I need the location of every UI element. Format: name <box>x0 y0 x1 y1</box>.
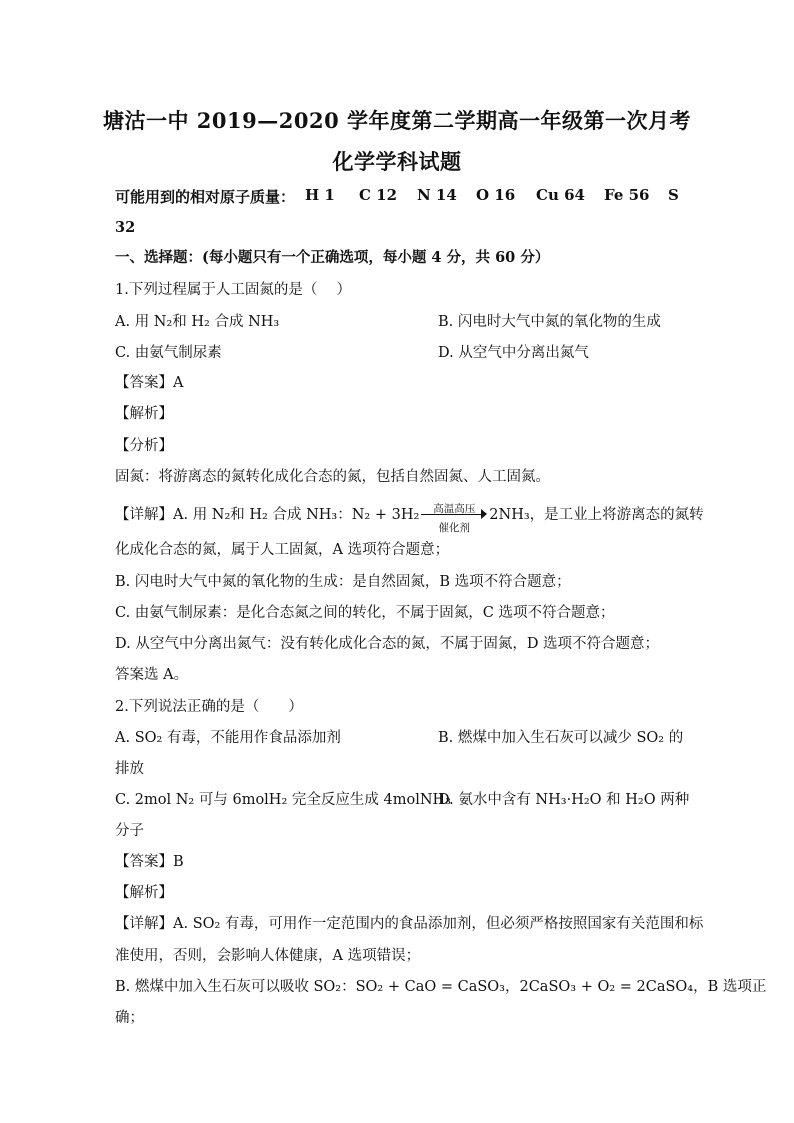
q1-analysis-tag: 【解析】 <box>115 406 173 422</box>
q1-detail-d: D. 从空气中分离出氮气：没有转化成化合态的氮，不属于固氮，D 选项不符合题意； <box>115 636 660 652</box>
q1-detail-b: B. 闪电时大气中氮的氧化物的生成：是自然固氮，B 选项不符合题意； <box>115 574 571 590</box>
q2-option-b: B. 燃煤中加入生石灰可以减少 SO₂ 的 <box>438 730 684 746</box>
q2-detail-a1: 【详解】A. SO₂ 有毒，可用作一定范围内的食品添加剂，但必须严格按照国家有关范围和标 <box>115 916 704 932</box>
atomic-mass-c: C 12 <box>359 186 398 204</box>
exam-title: 塘沽一中 2019—2020 学年度第二学期高一年级第一次月考 <box>102 108 691 133</box>
q2-option-c: C. 2mol N₂ 可与 6molH₂ 完全反应生成 4molNH₃ <box>115 792 451 808</box>
q1-detail-equation <box>115 503 704 534</box>
q1-detail-end: 2NH₃，是工业上将游离态的氮转 <box>489 507 704 523</box>
q2-options-row1 <box>115 728 685 748</box>
arrow-condition-top: 高温高压 <box>433 503 476 515</box>
q2-option-a: A. SO₂ 有毒，不能用作食品添加剂 <box>115 730 341 746</box>
exam-subtitle: 化学学科试题 <box>332 149 462 174</box>
q2-stem: 2.下列说法正确的是（ ） <box>115 699 303 715</box>
q1-detail-start: 【详解】A. 用 N₂和 H₂ 合成 NH₃：N₂ + 3H₂ <box>115 507 420 523</box>
q2-detail-b2: 确； <box>115 1010 144 1026</box>
q2-option-d: D. 氨水中含有 NH₃·H₂O 和 H₂O 两种 <box>438 792 690 808</box>
q2-answer: 【答案】B <box>115 854 184 870</box>
q2-detail-b1: B. 燃煤中加入生石灰可以吸收 SO₂：SO₂ + CaO = CaSO₃，2CaSO₃ + O₂ = 2CaSO₄，B 选项正 <box>115 979 767 995</box>
atomic-mass-n: N 14 <box>417 186 457 204</box>
atomic-mass-s-value: 32 <box>115 219 136 236</box>
q2-analysis-tag: 【解析】 <box>115 885 173 901</box>
q1-fenxi-tag: 【分析】 <box>115 438 173 454</box>
q1-option-a: A. 用 N₂和 H₂ 合成 NH₃ <box>115 314 280 330</box>
atomic-mass-h: H 1 <box>305 186 335 204</box>
q1-detail-c: C. 由氨气制尿素：是化合态氮之间的转化，不属于固氮，C 选项不符合题意； <box>115 605 615 621</box>
q1-option-c: C. 由氨气制尿素 <box>115 345 222 361</box>
atomic-mass-cu: Cu 64 <box>536 186 585 204</box>
q1-detail-line2: 化成化合态的氮，属于人工固氮，A 选项符合题意； <box>115 542 450 558</box>
arrow-condition-bottom: 催化剂 <box>438 522 471 534</box>
q2-detail-a2: 准使用，否则，会影响人体健康，A 选项错误； <box>115 948 421 964</box>
reaction-arrow <box>421 503 487 534</box>
q1-answer: 【答案】A <box>115 375 184 391</box>
q2-option-d-cont: 分子 <box>115 823 144 839</box>
q2-option-b-cont: 排放 <box>115 761 144 777</box>
atomic-mass-o: O 16 <box>476 186 516 204</box>
atomic-mass-s: S <box>668 186 679 204</box>
q1-option-b: B. 闪电时大气中氮的氧化物的生成 <box>438 314 661 330</box>
q1-stem: 1.下列过程属于人工固氮的是（ ） <box>115 282 351 298</box>
q1-fenxi-text: 固氮：将游离态的氮转化成化合态的氮，包括自然固氮、人工固氮。 <box>115 469 550 485</box>
q1-options-row1 <box>115 312 685 332</box>
q2-options-row2 <box>115 790 690 810</box>
q1-option-d: D. 从空气中分离出氮气 <box>438 345 589 361</box>
atomic-masses-label: 可能用到的相对原子质量： <box>115 188 296 206</box>
q1-options-row2 <box>115 343 685 363</box>
section-heading: 一、选择题：(每小题只有一个正确选项，每小题 4 分，共 60 分） <box>115 249 550 266</box>
q1-conclusion: 答案选 A。 <box>115 667 189 683</box>
atomic-mass-fe: Fe 56 <box>604 186 650 204</box>
